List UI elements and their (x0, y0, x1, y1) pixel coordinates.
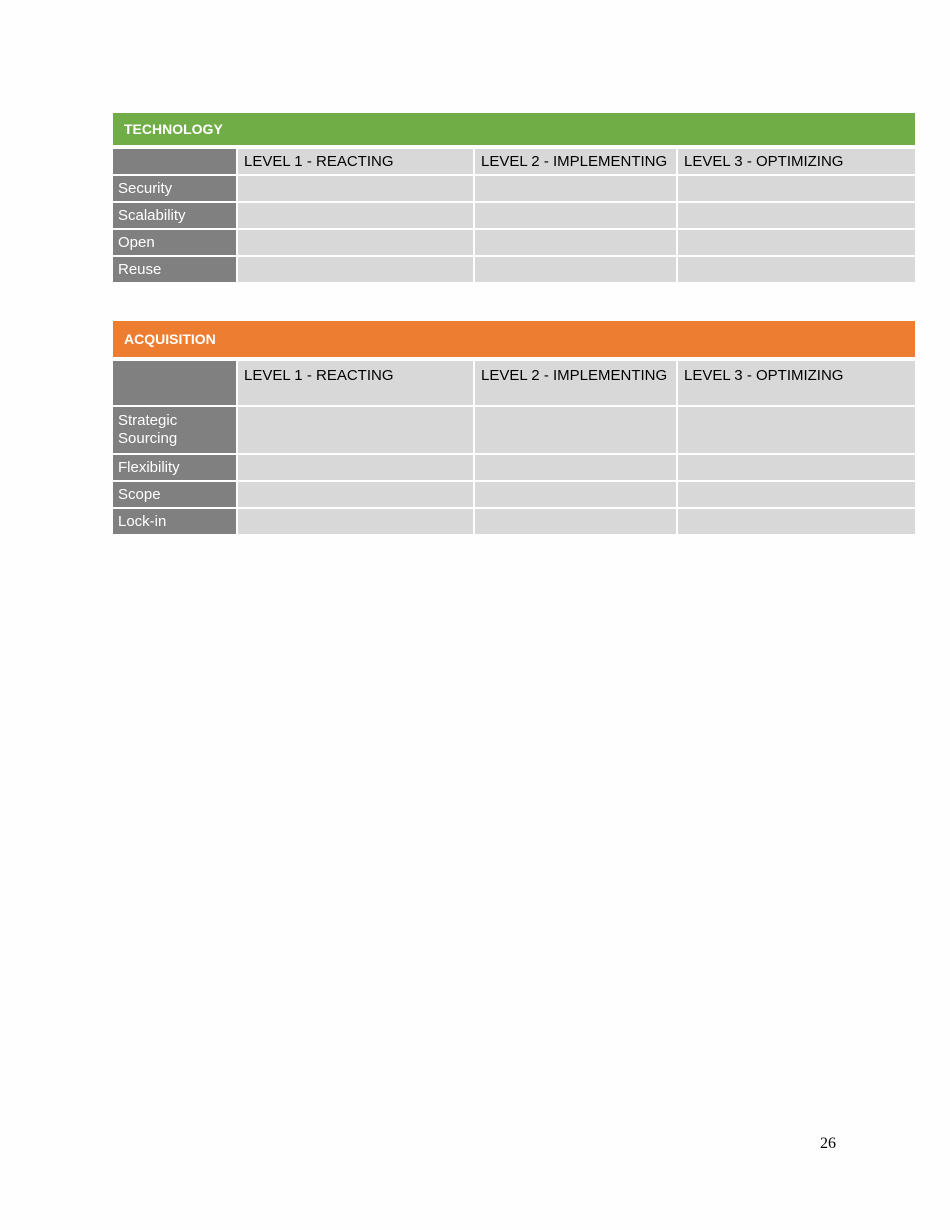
table-cell (678, 455, 915, 482)
table-row (113, 455, 915, 482)
table-cell (678, 407, 915, 455)
corner-cell (113, 361, 238, 407)
column-header: LEVEL 1 - REACTING (238, 361, 475, 407)
table-cell (475, 482, 678, 509)
table-cell (238, 176, 475, 203)
table-cell (475, 407, 678, 455)
acquisition-matrix (113, 321, 915, 536)
column-header: LEVEL 3 - OPTIMIZING (678, 149, 915, 176)
table-cell (678, 230, 915, 257)
table-row (113, 176, 915, 203)
table-row (113, 230, 915, 257)
table-row (113, 407, 915, 455)
table-cell (238, 509, 475, 536)
table-cell (238, 257, 475, 284)
acquisition-banner: ACQUISITION (113, 321, 915, 357)
column-header: LEVEL 1 - REACTING (238, 149, 475, 176)
table-cell (475, 176, 678, 203)
table-cell (475, 203, 678, 230)
table-header-row (113, 149, 915, 176)
row-label: Security (113, 176, 238, 203)
row-label: Open (113, 230, 238, 257)
column-header: LEVEL 2 - IMPLEMENTING (475, 361, 678, 407)
table-cell (475, 509, 678, 536)
row-label: Lock-in (113, 509, 238, 536)
technology-table (113, 149, 915, 284)
page-number: 26 (820, 1135, 836, 1152)
table-row (113, 257, 915, 284)
table-cell (678, 482, 915, 509)
acquisition-table (113, 361, 915, 536)
technology-banner: TECHNOLOGY (113, 113, 915, 145)
row-label: Strategic Sourcing (113, 407, 238, 455)
table-cell (238, 407, 475, 455)
table-row (113, 509, 915, 536)
row-label: Reuse (113, 257, 238, 284)
corner-cell (113, 149, 238, 176)
table-cell (678, 509, 915, 536)
table-cell (238, 203, 475, 230)
table-cell (238, 455, 475, 482)
table-cell (678, 176, 915, 203)
row-label: Scope (113, 482, 238, 509)
table-cell (238, 482, 475, 509)
row-label: Scalability (113, 203, 238, 230)
table-cell (678, 203, 915, 230)
table-cell (475, 455, 678, 482)
table-cell (475, 230, 678, 257)
table-cell (238, 230, 475, 257)
column-header: LEVEL 3 - OPTIMIZING (678, 361, 915, 407)
table-row (113, 482, 915, 509)
technology-matrix (113, 113, 915, 284)
row-label: Flexibility (113, 455, 238, 482)
table-cell (475, 257, 678, 284)
table-header-row (113, 361, 915, 407)
table-row (113, 203, 915, 230)
column-header: LEVEL 2 - IMPLEMENTING (475, 149, 678, 176)
table-cell (678, 257, 915, 284)
